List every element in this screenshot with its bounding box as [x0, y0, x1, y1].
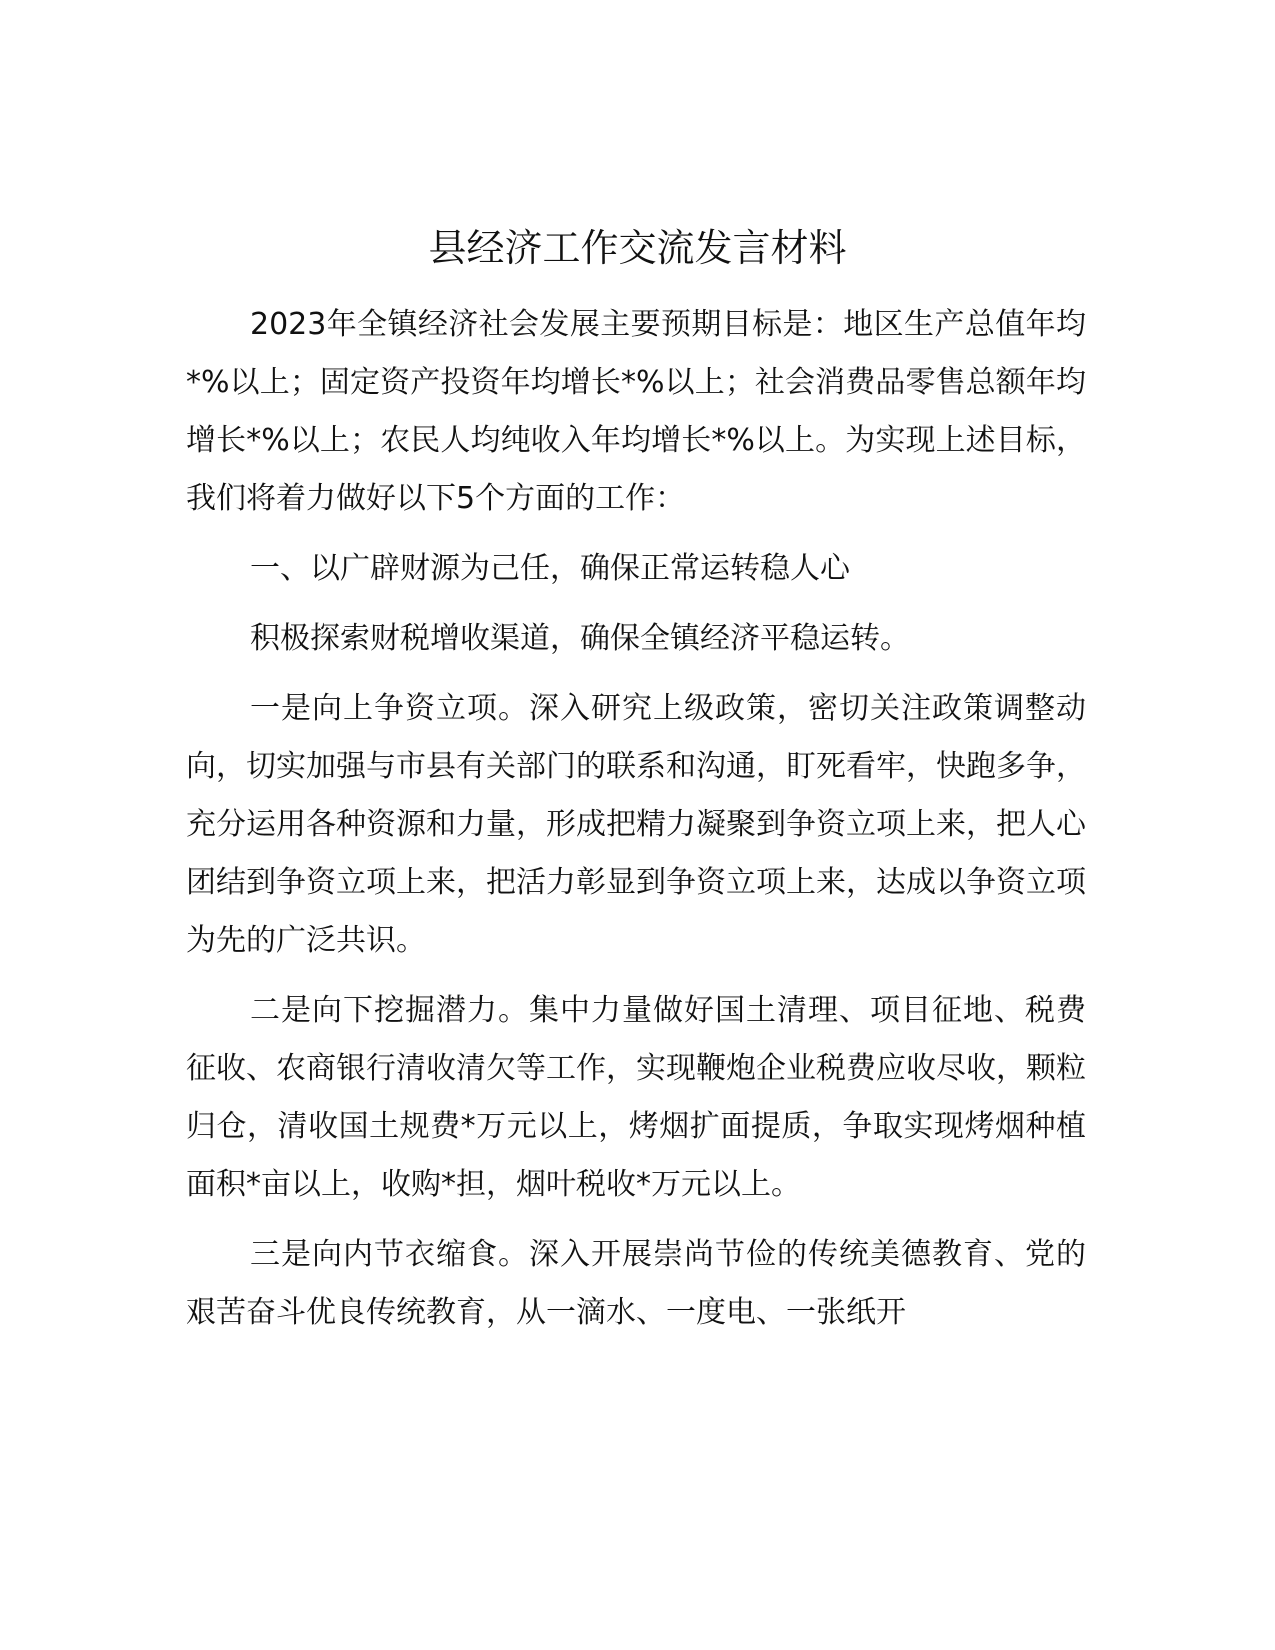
paragraph-point-1: 一是向上争资立项。深入研究上级政策，密切关注政策调整动向，切实加强与市县有关部门的联系和沟通，盯死看牢，快跑多争，充分运用各种资源和力量，形成把精力凝聚到争资立项上来，把人心团结到争资立项上来，把活力彰显到争资立项上来，达成以争资立项为先的广泛共识。	[186, 691, 1086, 958]
document-title: 县经济工作交流发言材料	[428, 226, 847, 270]
document-body	[186, 296, 1086, 1354]
paragraph-goals: 2023年全镇经济社会发展主要预期目标是：地区生产总值年均*%以上；固定资产投资年均增长*%以上；社会消费品零售总额年均增长*%以上；农民人均纯收入年均增长*%以上。为实现上述目标，我们将着力做好以下5个方面的工作：	[186, 307, 1086, 516]
paragraph-summary: 积极探索财税增收渠道，确保全镇经济平稳运转。	[250, 621, 910, 656]
paragraph-point-2: 二是向下挖掘潜力。集中力量做好国土清理、项目征地、税费征收、农商银行清收清欠等工作，实现鞭炮企业税费应收尽收，颗粒归仓，清收国土规费*万元以上，烤烟扩面提质，争取实现烤烟种植面积*亩以上，收购*担，烟叶税收*万元以上。	[186, 993, 1086, 1202]
paragraph-point-3: 三是向内节衣缩食。深入开展崇尚节俭的传统美德教育、党的艰苦奋斗优良传统教育，从一滴水、一度电、一张纸开	[186, 1237, 1086, 1330]
section-heading-1: 一、以广辟财源为己任，确保正常运转稳人心	[250, 551, 850, 586]
